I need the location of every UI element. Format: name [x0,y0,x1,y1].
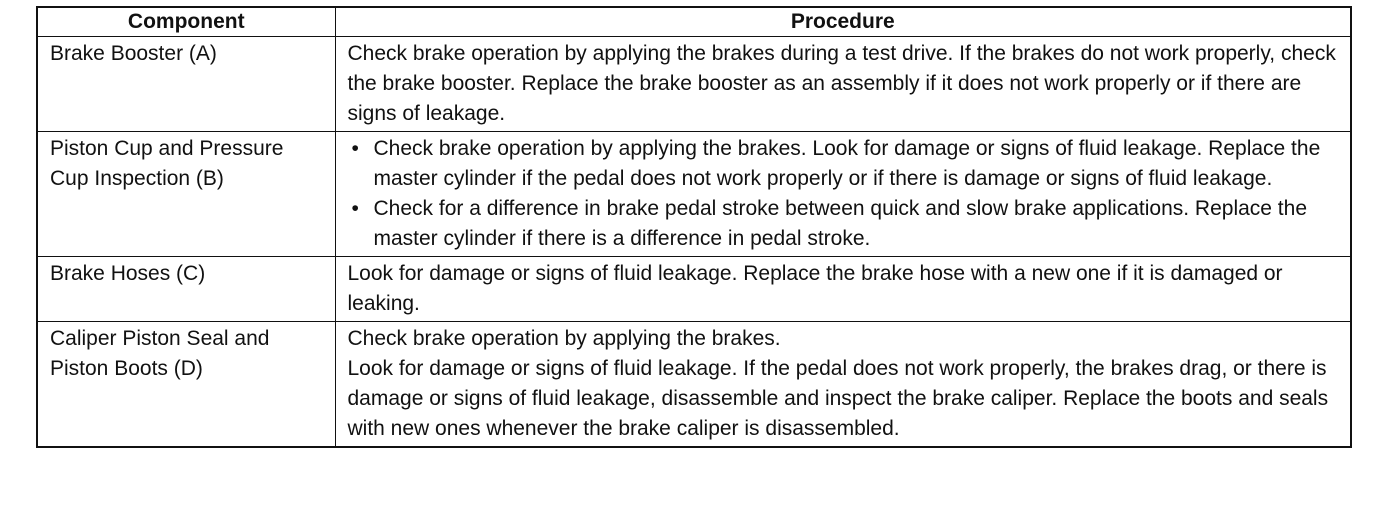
procedure-line: Check brake operation by applying the brakes. [347,327,781,350]
table-row [37,322,1351,448]
procedure-line: Look for damage or signs of fluid leakage. If the pedal does not work properly, the brakes drag, or there is damage or signs of fluid leakage, disassemble and inspect the brake caliper. Replace the boots and seals with new ones whenever the brake caliper is disassembled. [347,357,1329,440]
header-procedure: Procedure [335,7,1351,37]
bullet-text: Check for a difference in brake pedal stroke between quick and slow brake applications. Replace the master cylinder if there is a difference in pedal stroke. [373,197,1307,250]
table-row [37,37,1351,132]
procedure-cell [335,322,1351,448]
table-row [37,132,1351,257]
component-cell: Brake Hoses (C) [37,257,335,322]
table-row [37,257,1351,322]
header-component: Component [37,7,335,37]
bullet-icon: • [351,137,359,160]
procedure-bullet-list [348,134,1341,254]
component-cell: Piston Cup and Pressure Cup Inspection (B) [37,132,335,257]
bullet-text: Check brake operation by applying the brakes. Look for damage or signs of fluid leakage. Replace the master cylinder if the pedal does not work properly or if there is damage or signs of fluid leakage. [373,137,1321,190]
procedure-cell: Check brake operation by applying the brakes during a test drive. If the brakes do not work properly, check the brake booster. Replace the brake booster as an assembly if it does not work properly or if there are signs of leakage. [335,37,1351,132]
procedure-sheet [36,6,1350,448]
component-cell: Caliper Piston Seal and Piston Boots (D) [37,322,335,448]
header-row [37,7,1351,37]
component-cell: Brake Booster (A) [37,37,335,132]
bullet-icon: • [351,197,359,220]
procedure-bullet [348,194,1341,254]
inspection-table [36,6,1352,448]
procedure-bullet [348,134,1341,194]
procedure-cell [335,132,1351,257]
procedure-cell: Look for damage or signs of fluid leakage. Replace the brake hose with a new one if it is damaged or leaking. [335,257,1351,322]
